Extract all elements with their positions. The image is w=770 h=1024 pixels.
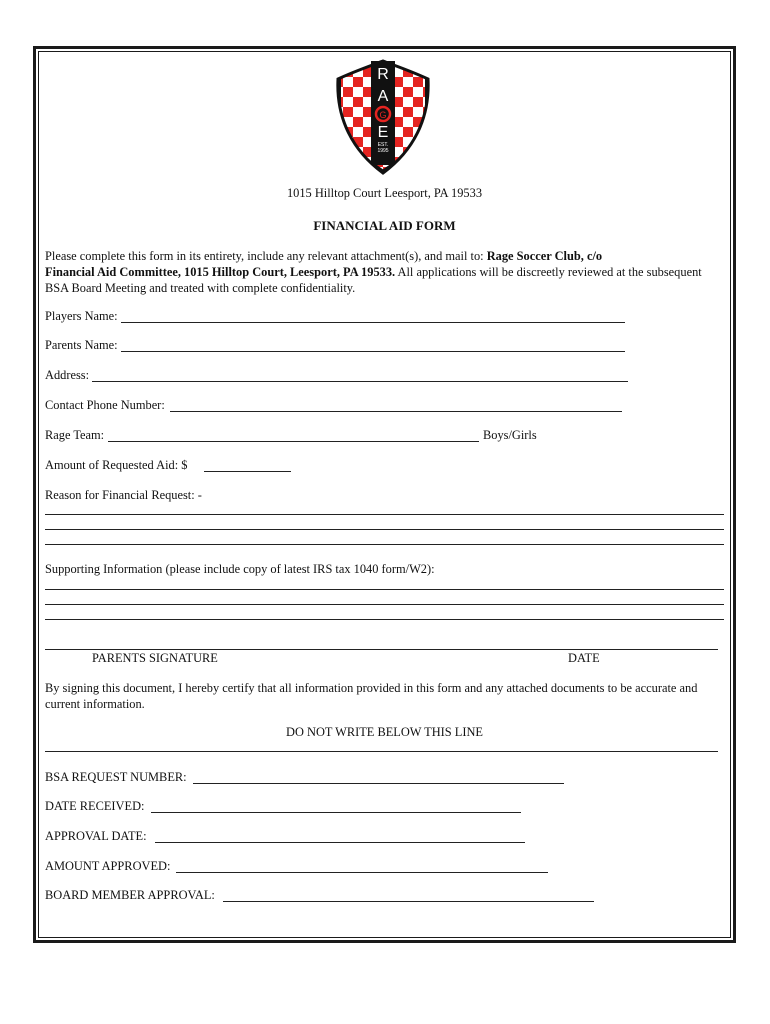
logo-checker-square: [403, 87, 413, 97]
parents-name-field[interactable]: [121, 351, 625, 352]
logo-checker-square: [403, 157, 413, 167]
logo-checker-square: [423, 57, 433, 67]
parents-signature-label: PARENTS SIGNATURE: [92, 651, 218, 665]
rage-shield-logo: [333, 57, 433, 177]
logo-checker-square: [413, 167, 423, 177]
logo-checker-square: [413, 147, 423, 157]
logo-checker-square: [413, 77, 423, 87]
supporting-line-3[interactable]: [45, 619, 724, 620]
logo-checker-square: [413, 157, 423, 167]
contact-phone-field[interactable]: [170, 411, 622, 412]
logo-checker-square: [403, 127, 413, 137]
instructions-text-2: All applications will be discreetly reviewed at the subsequent BSA Board Meeting and treated with complete confidentiality.: [45, 265, 702, 295]
logo-checker-square: [353, 97, 363, 107]
logo-checker-square: [353, 127, 363, 137]
logo-checker-square: [353, 117, 363, 127]
instructions-text-1: Please complete this form in its entirety, include any relevant attachment(s), and mail to:: [45, 249, 487, 263]
logo-checker-square: [403, 117, 413, 127]
logo-checker-square: [343, 77, 353, 87]
contact-phone-label: Contact Phone Number:: [45, 398, 165, 412]
reason-label: Reason for Financial Request: -: [45, 488, 202, 502]
logo-checker-square: [423, 137, 433, 147]
logo-checker-square: [343, 167, 353, 177]
logo-checker-square: [403, 77, 413, 87]
reason-line-2[interactable]: [45, 529, 724, 530]
logo-checker-square: [353, 87, 363, 97]
logo-checker-square: [343, 57, 353, 67]
logo-checker-square: [413, 87, 423, 97]
logo-checker-square: [413, 107, 423, 117]
boys-girls-label: Boys/Girls: [483, 428, 537, 442]
logo-checker-square: [333, 67, 343, 77]
instructions-paragraph: [45, 248, 727, 296]
date-received-label: DATE RECEIVED:: [45, 799, 145, 813]
players-name-label: Players Name:: [45, 309, 118, 323]
logo-checker-square: [403, 107, 413, 117]
logo-checker-square: [353, 157, 363, 167]
certification-text: By signing this document, I hereby certify that all information provided in this form and any attached documents to be accurate and current information.: [45, 681, 698, 711]
bsa-request-number-label: BSA REQUEST NUMBER:: [45, 770, 187, 784]
logo-checker-square: [343, 87, 353, 97]
parents-name-label: Parents Name:: [45, 338, 118, 352]
amount-requested-label: Amount of Requested Aid: $: [45, 458, 188, 472]
do-not-write-notice: DO NOT WRITE BELOW THIS LINE: [286, 725, 483, 739]
logo-letter-e: E: [377, 124, 389, 141]
logo-checker-square: [343, 157, 353, 167]
address-field[interactable]: [92, 381, 628, 382]
logo-checker-square: [333, 127, 343, 137]
logo-checker-square: [423, 127, 433, 137]
instructions-bold-1: Rage Soccer Club, c/o: [486, 249, 603, 263]
amount-approved-label: AMOUNT APPROVED:: [45, 859, 171, 873]
logo-est-year: 1995: [377, 148, 389, 154]
logo-checker-square: [343, 97, 353, 107]
address-label: Address:: [45, 368, 90, 382]
logo-checker-square: [353, 167, 363, 177]
reason-line-1[interactable]: [45, 514, 724, 515]
rage-team-label: Rage Team:: [45, 428, 105, 442]
logo-checker-square: [403, 97, 413, 107]
logo-checker-square: [333, 57, 343, 67]
logo-checker-square: [353, 57, 363, 67]
amount-requested-field[interactable]: [204, 471, 291, 472]
logo-checker-square: [403, 167, 413, 177]
amount-approved-field[interactable]: [176, 872, 548, 873]
logo-letter-a: A: [377, 88, 389, 105]
logo-checker-square: [343, 147, 353, 157]
form-title: FINANCIAL AID FORM: [313, 218, 456, 233]
logo-checker-square: [403, 57, 413, 67]
approval-date-label: APPROVAL DATE:: [45, 829, 147, 843]
logo-checker-square: [363, 167, 373, 177]
logo-checker-square: [333, 157, 343, 167]
instructions-bold-2: Financial Aid Committee, 1015 Hilltop Court, Leesport, PA 19533.: [45, 265, 396, 279]
logo-est-label: EST.: [377, 142, 389, 148]
logo-checker-square: [353, 77, 363, 87]
logo-checker-square: [413, 97, 423, 107]
logo-checker-square: [333, 137, 343, 147]
office-use-divider: [45, 751, 718, 752]
logo-checker-square: [413, 57, 423, 67]
signature-line[interactable]: [45, 649, 718, 650]
club-address: 1015 Hilltop Court Leesport, PA 19533: [286, 186, 483, 200]
logo-letter-g: G: [379, 110, 387, 120]
bsa-request-number-field[interactable]: [193, 783, 564, 784]
logo-checker-square: [333, 167, 343, 177]
board-member-approval-field[interactable]: [223, 901, 594, 902]
date-received-field[interactable]: [151, 812, 521, 813]
logo-checker-square: [423, 147, 433, 157]
logo-letter-r: R: [377, 66, 389, 83]
supporting-info-label: Supporting Information (please include copy of latest IRS tax 1040 form/W2):: [45, 562, 435, 576]
logo-checker-square: [423, 67, 433, 77]
logo-checker-square: [353, 107, 363, 117]
date-label: DATE: [568, 651, 600, 665]
logo-checker-square: [393, 167, 403, 177]
logo-checker-square: [423, 167, 433, 177]
board-member-approval-label: BOARD MEMBER APPROVAL:: [45, 888, 215, 902]
logo-checker-square: [423, 157, 433, 167]
supporting-line-2[interactable]: [45, 604, 724, 605]
logo-checker-square: [333, 147, 343, 157]
approval-date-field[interactable]: [155, 842, 525, 843]
players-name-field[interactable]: [121, 322, 625, 323]
reason-line-3[interactable]: [45, 544, 724, 545]
logo-checker-square: [343, 107, 353, 117]
rage-team-field[interactable]: [108, 441, 479, 442]
supporting-line-1[interactable]: [45, 589, 724, 590]
